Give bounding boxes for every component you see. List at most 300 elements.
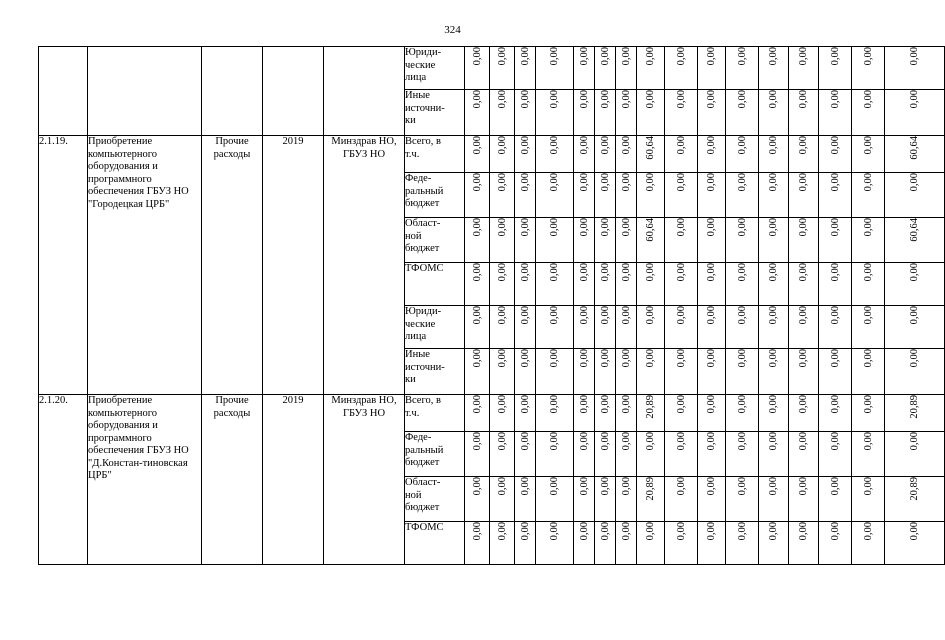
value-text: 0,00: [798, 47, 809, 66]
value-text: 0,00: [645, 432, 656, 451]
value-cell: [536, 432, 574, 477]
value-cell: [465, 90, 490, 136]
source-cell: Феде- ральный бюджет: [405, 173, 465, 218]
value-cell: [852, 432, 885, 477]
source-cell: Всего, в т.ч.: [405, 136, 465, 173]
value-cell: [574, 306, 595, 349]
value-cell: [885, 349, 945, 395]
value-text: 0,00: [549, 173, 560, 192]
value-cell: [885, 522, 945, 565]
value-cell: [726, 306, 759, 349]
value-text: 0,00: [519, 90, 531, 109]
value-text: 0,00: [578, 136, 590, 155]
value-text: 0,00: [675, 136, 687, 155]
value-text: 0,00: [706, 263, 717, 282]
value-text: 0,00: [675, 395, 687, 414]
value-cell: [465, 173, 490, 218]
value-cell: [726, 349, 759, 395]
value-cell: [637, 263, 665, 306]
value-text: 0,00: [578, 173, 590, 192]
value-cell: [574, 477, 595, 522]
value-text: 0,00: [736, 522, 748, 541]
value-cell: [759, 136, 789, 173]
value-cell: [726, 173, 759, 218]
value-text: 0,00: [829, 395, 841, 414]
item-number: 2.1.20.: [39, 395, 88, 565]
value-cell: [789, 263, 819, 306]
value-text: 0,00: [909, 522, 920, 541]
description-cell: [88, 47, 202, 136]
value-text: 0,00: [768, 432, 779, 451]
value-text: 0,00: [909, 306, 920, 325]
value-cell: [665, 218, 698, 263]
value-cell: [637, 47, 665, 90]
value-cell: [465, 306, 490, 349]
value-text: 0,00: [620, 173, 632, 192]
value-text: 0,00: [496, 522, 508, 541]
value-cell: [574, 218, 595, 263]
value-text: 0,00: [549, 263, 560, 282]
value-text: 0,00: [909, 349, 920, 368]
number-cell: [39, 47, 88, 136]
item-description: Приобретение компьютерного оборудования и программного обеспечения ГБУЗ НО "Д.Констан-тиновская ЦРБ": [88, 395, 202, 565]
value-cell: [637, 306, 665, 349]
value-cell: [665, 47, 698, 90]
table-body: [39, 47, 945, 565]
source-cell: Област- ной бюджет: [405, 477, 465, 522]
source-cell: Иные источни- ки: [405, 349, 465, 395]
value-cell: [885, 173, 945, 218]
value-text: 0,00: [645, 349, 656, 368]
value-cell: [852, 136, 885, 173]
value-text: 0,00: [909, 432, 920, 451]
value-text: 0,00: [549, 432, 560, 451]
value-cell: [616, 90, 637, 136]
value-text: 0,00: [496, 218, 508, 237]
value-cell: [852, 90, 885, 136]
value-text: 0,00: [909, 90, 920, 109]
value-cell: [465, 136, 490, 173]
value-text: 0,00: [798, 395, 809, 414]
value-text: 0,00: [909, 263, 920, 282]
table-row: [39, 395, 945, 432]
value-text: 0,00: [862, 173, 874, 192]
value-text: 0,00: [829, 522, 841, 541]
value-cell: [759, 47, 789, 90]
value-cell: [616, 395, 637, 432]
value-text: 0,00: [798, 136, 809, 155]
value-cell: [789, 349, 819, 395]
value-cell: [616, 522, 637, 565]
value-cell: [637, 432, 665, 477]
value-cell: [515, 47, 536, 90]
value-text: 0,00: [909, 173, 920, 192]
value-text: 0,00: [736, 306, 748, 325]
value-cell: [698, 432, 726, 477]
value-text: 0,00: [768, 218, 779, 237]
value-text: 0,00: [519, 395, 531, 414]
value-text: 0,00: [862, 522, 874, 541]
value-text: 0,00: [471, 173, 483, 192]
value-text: 60,64: [909, 136, 920, 160]
source-cell: Иные источни- ки: [405, 90, 465, 136]
value-cell: [819, 522, 852, 565]
value-text: 0,00: [471, 395, 483, 414]
value-text: 0,00: [599, 218, 611, 237]
source-cell: Област- ной бюджет: [405, 218, 465, 263]
value-text: 0,00: [798, 432, 809, 451]
value-cell: [665, 173, 698, 218]
value-text: 0,00: [829, 136, 841, 155]
value-cell: [490, 47, 515, 90]
value-text: 0,00: [471, 306, 483, 325]
value-cell: [515, 522, 536, 565]
year-cell: [263, 47, 324, 136]
budget-table: [38, 46, 945, 565]
value-cell: [759, 477, 789, 522]
value-cell: [490, 395, 515, 432]
value-text: 0,00: [736, 263, 748, 282]
value-cell: [595, 263, 616, 306]
value-cell: [490, 477, 515, 522]
value-text: 0,00: [620, 522, 632, 541]
value-text: 0,00: [798, 522, 809, 541]
value-text: 0,00: [675, 263, 687, 282]
value-text: 0,00: [471, 349, 483, 368]
value-text: 0,00: [862, 477, 874, 496]
value-text: 0,00: [578, 522, 590, 541]
value-text: 0,00: [578, 395, 590, 414]
value-cell: [726, 522, 759, 565]
value-text: 0,00: [578, 263, 590, 282]
value-cell: [595, 218, 616, 263]
value-cell: [616, 218, 637, 263]
value-cell: [490, 173, 515, 218]
value-cell: [536, 263, 574, 306]
value-cell: [698, 395, 726, 432]
value-cell: [819, 477, 852, 522]
value-text: 0,00: [829, 47, 841, 66]
value-text: 0,00: [519, 218, 531, 237]
value-cell: [789, 47, 819, 90]
value-text: 0,00: [829, 218, 841, 237]
value-cell: [595, 349, 616, 395]
value-text: 0,00: [798, 477, 809, 496]
value-cell: [819, 136, 852, 173]
value-cell: [759, 263, 789, 306]
value-text: 0,00: [620, 395, 632, 414]
value-cell: [852, 395, 885, 432]
value-cell: [726, 395, 759, 432]
value-cell: [759, 522, 789, 565]
value-text: 0,00: [578, 47, 590, 66]
value-text: 0,00: [675, 173, 687, 192]
value-cell: [819, 90, 852, 136]
value-text: 0,00: [471, 136, 483, 155]
value-cell: [465, 218, 490, 263]
value-text: 0,00: [736, 136, 748, 155]
value-cell: [515, 136, 536, 173]
value-cell: [852, 477, 885, 522]
value-cell: [726, 477, 759, 522]
value-cell: [595, 136, 616, 173]
value-cell: [616, 136, 637, 173]
value-cell: [665, 477, 698, 522]
value-text: 0,00: [578, 349, 590, 368]
value-text: 0,00: [706, 349, 717, 368]
value-cell: [789, 522, 819, 565]
value-cell: [759, 432, 789, 477]
value-text: 0,00: [862, 47, 874, 66]
value-text: 0,00: [675, 90, 687, 109]
value-cell: [465, 432, 490, 477]
value-text: 0,00: [736, 349, 748, 368]
value-cell: [698, 136, 726, 173]
value-text: 0,00: [620, 306, 632, 325]
value-cell: [819, 173, 852, 218]
value-text: 0,00: [768, 47, 779, 66]
value-text: 0,00: [599, 432, 611, 451]
value-text: 0,00: [496, 432, 508, 451]
item-executor: Минздрав НО, ГБУЗ НО: [324, 136, 405, 395]
value-text: 0,00: [471, 218, 483, 237]
value-text: 0,00: [862, 349, 874, 368]
value-text: 0,00: [645, 173, 656, 192]
value-cell: [852, 349, 885, 395]
value-text: 0,00: [496, 136, 508, 155]
value-text: 0,00: [909, 47, 920, 66]
value-text: 0,00: [675, 349, 687, 368]
value-cell: [536, 477, 574, 522]
value-cell: [595, 395, 616, 432]
value-cell: [637, 218, 665, 263]
value-cell: [536, 349, 574, 395]
value-text: 0,00: [862, 90, 874, 109]
value-text: 0,00: [645, 90, 656, 109]
value-cell: [574, 432, 595, 477]
value-text: 0,00: [675, 306, 687, 325]
table-row: [39, 136, 945, 173]
value-cell: [698, 90, 726, 136]
value-cell: [574, 522, 595, 565]
value-cell: [536, 47, 574, 90]
value-cell: [490, 136, 515, 173]
value-cell: [819, 306, 852, 349]
value-cell: [574, 136, 595, 173]
item-description: Приобретение компьютерного оборудования и программного обеспечения ГБУЗ НО "Городецкая ЦРБ": [88, 136, 202, 395]
value-text: 0,00: [519, 173, 531, 192]
value-text: 0,00: [862, 432, 874, 451]
value-text: 0,00: [578, 477, 590, 496]
value-cell: [885, 90, 945, 136]
value-text: 0,00: [549, 395, 560, 414]
item-expense-type: Прочие расходы: [202, 395, 263, 565]
value-cell: [595, 173, 616, 218]
value-text: 0,00: [829, 263, 841, 282]
value-text: 0,00: [829, 432, 841, 451]
value-cell: [465, 263, 490, 306]
value-text: 0,00: [620, 218, 632, 237]
value-text: 0,00: [496, 306, 508, 325]
value-cell: [726, 218, 759, 263]
value-text: 0,00: [471, 432, 483, 451]
value-text: 0,00: [736, 432, 748, 451]
value-text: 0,00: [706, 47, 717, 66]
value-text: 20,89: [909, 395, 920, 419]
value-cell: [490, 90, 515, 136]
value-cell: [616, 173, 637, 218]
page-number: 324: [444, 24, 461, 36]
value-text: 0,00: [549, 477, 560, 496]
value-text: 0,00: [471, 90, 483, 109]
value-text: 0,00: [675, 432, 687, 451]
value-text: 0,00: [645, 263, 656, 282]
value-cell: [665, 522, 698, 565]
value-cell: [852, 306, 885, 349]
value-cell: [637, 395, 665, 432]
value-text: 0,00: [829, 90, 841, 109]
item-year: 2019: [263, 136, 324, 395]
value-text: 0,00: [496, 47, 508, 66]
value-text: 0,00: [675, 522, 687, 541]
value-cell: [616, 47, 637, 90]
value-cell: [536, 173, 574, 218]
value-cell: [819, 432, 852, 477]
value-cell: [759, 306, 789, 349]
value-cell: [595, 90, 616, 136]
value-cell: [465, 477, 490, 522]
value-text: 20,89: [645, 477, 656, 501]
value-cell: [490, 263, 515, 306]
value-cell: [616, 477, 637, 522]
value-text: 0,00: [862, 263, 874, 282]
value-text: 0,00: [706, 173, 717, 192]
value-text: 0,00: [549, 522, 560, 541]
value-cell: [819, 349, 852, 395]
value-cell: [665, 263, 698, 306]
value-cell: [726, 90, 759, 136]
item-year: 2019: [263, 395, 324, 565]
value-cell: [465, 47, 490, 90]
item-executor: Минздрав НО, ГБУЗ НО: [324, 395, 405, 565]
value-text: 0,00: [549, 349, 560, 368]
value-cell: [616, 306, 637, 349]
value-cell: [515, 173, 536, 218]
value-cell: [789, 395, 819, 432]
value-cell: [515, 477, 536, 522]
value-text: 0,00: [496, 395, 508, 414]
value-text: 0,00: [798, 306, 809, 325]
value-text: 0,00: [706, 432, 717, 451]
value-text: 0,00: [599, 349, 611, 368]
value-text: 0,00: [599, 477, 611, 496]
value-cell: [490, 432, 515, 477]
value-cell: [698, 173, 726, 218]
value-cell: [515, 432, 536, 477]
value-text: 0,00: [768, 306, 779, 325]
value-cell: [490, 218, 515, 263]
value-text: 0,00: [706, 477, 717, 496]
value-text: 0,00: [620, 90, 632, 109]
value-cell: [574, 349, 595, 395]
value-text: 0,00: [549, 218, 560, 237]
value-cell: [515, 349, 536, 395]
value-text: 0,00: [620, 136, 632, 155]
value-text: 20,89: [645, 395, 656, 419]
value-text: 0,00: [519, 522, 531, 541]
value-cell: [698, 349, 726, 395]
value-cell: [759, 218, 789, 263]
value-text: 0,00: [798, 90, 809, 109]
value-text: 0,00: [798, 349, 809, 368]
value-text: 0,00: [768, 395, 779, 414]
value-text: 0,00: [675, 218, 687, 237]
value-cell: [726, 136, 759, 173]
value-text: 0,00: [519, 136, 531, 155]
value-cell: [595, 306, 616, 349]
value-text: 0,00: [599, 47, 611, 66]
value-text: 0,00: [599, 395, 611, 414]
value-text: 0,00: [798, 218, 809, 237]
value-cell: [789, 432, 819, 477]
value-cell: [885, 477, 945, 522]
value-text: 0,00: [706, 136, 717, 155]
value-text: 0,00: [496, 173, 508, 192]
value-text: 0,00: [798, 263, 809, 282]
value-text: 0,00: [768, 90, 779, 109]
value-cell: [885, 47, 945, 90]
value-cell: [789, 90, 819, 136]
value-cell: [885, 306, 945, 349]
value-text: 0,00: [620, 477, 632, 496]
value-cell: [789, 218, 819, 263]
value-cell: [759, 90, 789, 136]
value-cell: [465, 522, 490, 565]
value-cell: [665, 136, 698, 173]
value-cell: [885, 395, 945, 432]
value-text: 60,64: [645, 218, 656, 242]
value-cell: [789, 136, 819, 173]
value-cell: [819, 263, 852, 306]
value-cell: [616, 349, 637, 395]
item-expense-type: Прочие расходы: [202, 136, 263, 395]
value-text: 0,00: [599, 263, 611, 282]
value-text: 0,00: [645, 522, 656, 541]
value-text: 0,00: [706, 90, 717, 109]
value-text: 0,00: [675, 477, 687, 496]
value-cell: [665, 349, 698, 395]
value-cell: [852, 47, 885, 90]
value-text: 0,00: [578, 432, 590, 451]
value-cell: [698, 47, 726, 90]
value-text: 0,00: [519, 349, 531, 368]
value-cell: [515, 218, 536, 263]
value-cell: [515, 395, 536, 432]
value-cell: [637, 522, 665, 565]
value-text: 0,00: [768, 173, 779, 192]
value-cell: [852, 263, 885, 306]
value-cell: [885, 432, 945, 477]
value-text: 0,00: [549, 90, 560, 109]
value-text: 0,00: [620, 432, 632, 451]
value-text: 0,00: [736, 47, 748, 66]
value-cell: [595, 432, 616, 477]
value-cell: [536, 136, 574, 173]
value-text: 0,00: [798, 173, 809, 192]
value-text: 0,00: [578, 90, 590, 109]
source-cell: Юриди- ческие лица: [405, 47, 465, 90]
value-text: 0,00: [706, 218, 717, 237]
